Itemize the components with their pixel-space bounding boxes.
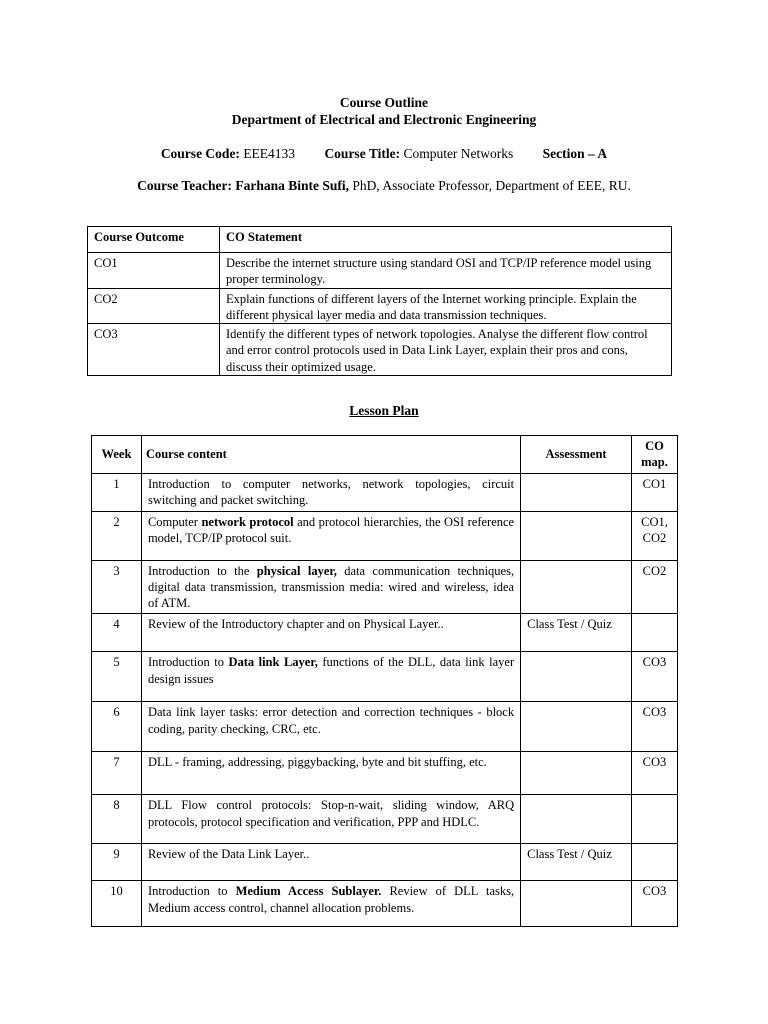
course-code: EEE4133 bbox=[243, 146, 296, 161]
course-content bbox=[141, 795, 520, 844]
co-mapping: CO1 bbox=[631, 473, 677, 511]
assessment bbox=[521, 473, 632, 511]
course-content bbox=[141, 652, 520, 702]
content-text: Introduction to bbox=[147, 884, 236, 899]
co-header-statement: CO Statement bbox=[220, 227, 672, 253]
lesson-row bbox=[92, 652, 678, 702]
lesson-row bbox=[92, 511, 678, 560]
content-header: Course content bbox=[141, 436, 520, 474]
co-id: CO3 bbox=[88, 324, 220, 376]
department-name: Department of Electrical and Electronic Engineering bbox=[231, 112, 537, 127]
teacher-line bbox=[0, 178, 768, 194]
co-row bbox=[88, 324, 672, 376]
assessment: Class Test / Quiz bbox=[521, 614, 632, 652]
co-statement: Describe the internet structure using standard OSI and TCP/IP reference model using proper terminology. bbox=[220, 253, 672, 289]
course-meta-line bbox=[0, 146, 768, 162]
lesson-row bbox=[92, 752, 678, 795]
content-text: Computer bbox=[147, 514, 202, 529]
co-row bbox=[88, 288, 672, 324]
lesson-plan-table bbox=[91, 435, 678, 927]
co-header-outcome: Course Outcome bbox=[88, 227, 220, 253]
content-text: Review of the Introductory chapter and on Physical Layer.. bbox=[147, 617, 444, 632]
week-number: 1 bbox=[92, 473, 142, 511]
content-text: Introduction to bbox=[147, 655, 229, 670]
assessment bbox=[521, 560, 632, 614]
content-highlight: Medium Access Sublayer. bbox=[235, 884, 382, 899]
co-mapping bbox=[631, 844, 677, 881]
lesson-row bbox=[92, 614, 678, 652]
lesson-row bbox=[92, 844, 678, 881]
course-content bbox=[141, 844, 520, 881]
course-title-label: Course Title: bbox=[324, 146, 401, 161]
assessment bbox=[521, 795, 632, 844]
content-text-continued: and protocol hierarchies, the OSI reference model, TCP/IP protocol suit. bbox=[147, 514, 515, 545]
co-mapping: CO3 bbox=[631, 652, 677, 702]
co-row bbox=[88, 253, 672, 289]
co-mapping: CO3 bbox=[631, 702, 677, 752]
content-highlight: physical layer, bbox=[256, 563, 337, 578]
co-mapping: CO1, CO2 bbox=[631, 511, 677, 560]
course-content bbox=[141, 752, 520, 795]
content-text-continued: functions of the DLL, data link layer design issues bbox=[147, 655, 515, 686]
course-content bbox=[141, 614, 520, 652]
content-text: Review of the Data Link Layer.. bbox=[147, 847, 310, 862]
assessment-header: Assessment bbox=[521, 436, 632, 474]
course-content bbox=[141, 881, 520, 927]
week-number: 4 bbox=[92, 614, 142, 652]
assessment bbox=[521, 752, 632, 795]
week-number: 3 bbox=[92, 560, 142, 614]
co-mapping bbox=[631, 795, 677, 844]
content-highlight: network protocol bbox=[201, 514, 294, 529]
content-text: DLL Flow control protocols: Stop-n-wait, sliding window, ARQ protocols, protocol specification and verification, PPP and HDLC. bbox=[147, 798, 515, 829]
co-map-header: CO map. bbox=[631, 436, 677, 474]
content-highlight: Data link Layer, bbox=[228, 655, 318, 670]
lesson-row bbox=[92, 795, 678, 844]
week-number: 10 bbox=[92, 881, 142, 927]
week-number: 8 bbox=[92, 795, 142, 844]
co-mapping: CO3 bbox=[631, 881, 677, 927]
course-outcome-table bbox=[87, 226, 672, 376]
teacher-details: PhD, Associate Professor, Department of EEE, RU. bbox=[352, 178, 631, 193]
assessment bbox=[521, 652, 632, 702]
lesson-row bbox=[92, 881, 678, 927]
co-mapping bbox=[631, 614, 677, 652]
lesson-row bbox=[92, 473, 678, 511]
content-text-continued: Review of DLL tasks, Medium access control, channel allocation problems. bbox=[147, 884, 515, 915]
week-number: 2 bbox=[92, 511, 142, 560]
content-text: Introduction to computer networks, network topologies, circuit switching and packet switching. bbox=[147, 476, 515, 507]
week-number: 9 bbox=[92, 844, 142, 881]
lesson-row bbox=[92, 560, 678, 614]
course-code-label: Course Code: bbox=[160, 146, 240, 161]
assessment bbox=[521, 511, 632, 560]
lesson-header-row bbox=[92, 436, 678, 474]
course-content bbox=[141, 473, 520, 511]
assessment bbox=[521, 881, 632, 927]
lesson-plan-heading: Lesson Plan bbox=[349, 403, 419, 418]
co-statement: Identify the different types of network topologies. Analyse the different flow control and error control protocols used in Data Link Layer, explain their pros and cons, discuss their optimized usage. bbox=[220, 324, 672, 376]
content-text: Data link layer tasks: error detection and correction techniques - block coding, parity checking, CRC, etc. bbox=[147, 705, 515, 736]
assessment: Class Test / Quiz bbox=[521, 844, 632, 881]
week-number: 5 bbox=[92, 652, 142, 702]
lesson-plan-body bbox=[92, 473, 678, 927]
co-mapping: CO3 bbox=[631, 752, 677, 795]
assessment bbox=[521, 702, 632, 752]
co-statement: Explain functions of different layers of the Internet working principle. Explain the different physical layer media and data transmission techniques. bbox=[220, 288, 672, 324]
course-content bbox=[141, 702, 520, 752]
lesson-row bbox=[92, 702, 678, 752]
teacher-label: Course Teacher: bbox=[137, 178, 233, 193]
co-mapping: CO2 bbox=[631, 560, 677, 614]
content-text: DLL - framing, addressing, piggybacking, byte and bit stuffing, etc. bbox=[147, 755, 487, 770]
content-text: Introduction to the bbox=[147, 563, 257, 578]
course-content bbox=[141, 560, 520, 614]
co-table-header-row bbox=[88, 227, 672, 253]
content-text-continued: data communication techniques, digital data transmission, transmission media: wired and wireless, idea of ATM. bbox=[147, 563, 515, 610]
section: Section – A bbox=[542, 146, 608, 161]
co-id: CO2 bbox=[88, 288, 220, 324]
week-number: 7 bbox=[92, 752, 142, 795]
week-header: Week bbox=[92, 436, 142, 474]
document-title: Course Outline bbox=[339, 95, 429, 110]
course-title: Computer Networks bbox=[403, 146, 514, 161]
course-content bbox=[141, 511, 520, 560]
week-number: 6 bbox=[92, 702, 142, 752]
co-id: CO1 bbox=[88, 253, 220, 289]
teacher-name: Farhana Binte Sufi, bbox=[235, 178, 350, 193]
